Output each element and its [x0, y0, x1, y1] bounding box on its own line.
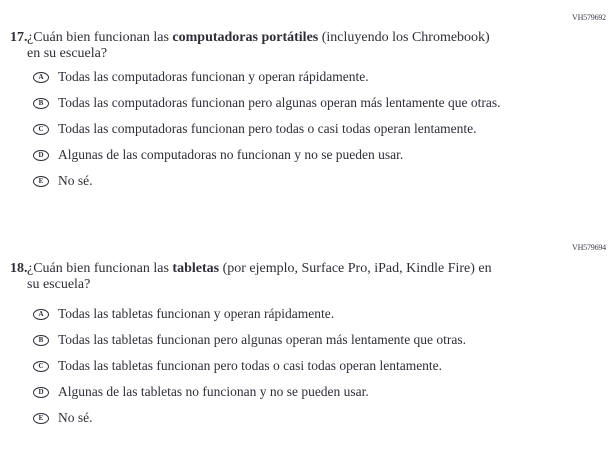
question-17-text-bold: computadoras portátiles: [172, 30, 319, 45]
question-17-text-suffix: (incluyendo los Chromebook): [318, 30, 490, 45]
question-17-text-prefix: ¿Cuán bien funcionan las: [27, 30, 173, 45]
option-17-b[interactable]: [33, 90, 593, 116]
option-17-d[interactable]: [33, 142, 593, 168]
question-18-text-bold: tabletas: [172, 261, 220, 276]
question-18-text: [27, 261, 570, 293]
answer-bubble-e-icon[interactable]: E: [33, 413, 49, 424]
answer-bubble-e-icon[interactable]: E: [33, 176, 49, 187]
question-18: [10, 261, 570, 293]
option-17-b-label: Todas las computadoras funcionan pero algunas operan más lentamente que otras.: [58, 95, 501, 110]
question-17-options: [33, 64, 593, 194]
answer-bubble-c-icon[interactable]: C: [33, 124, 49, 135]
option-18-a[interactable]: [33, 301, 593, 327]
answer-bubble-b-icon[interactable]: B: [33, 98, 49, 109]
question-18-number: 18.: [10, 261, 28, 276]
option-18-e-label: No sé.: [58, 410, 93, 425]
item-code-vh579692: VH579692: [572, 13, 606, 22]
answer-bubble-c-icon[interactable]: C: [33, 361, 49, 372]
option-18-a-label: Todas las tabletas funcionan y operan rápidamente.: [58, 306, 335, 321]
option-17-c-label: Todas las computadoras funcionan pero todas o casi todas operan lentamente.: [58, 121, 477, 136]
option-18-b[interactable]: [33, 327, 593, 353]
answer-bubble-b-icon[interactable]: B: [33, 335, 49, 346]
option-18-b-label: Todas las tabletas funcionan pero algunas operan más lentamente que otras.: [58, 332, 467, 347]
question-18-text-line2: su escuela?: [27, 277, 91, 292]
item-code-vh579694: VH579694: [572, 243, 606, 252]
option-17-a-label: Todas las computadoras funcionan y operan rápidamente.: [58, 69, 369, 84]
option-18-c-label: Todas las tabletas funcionan pero todas o casi todas operan lentamente.: [58, 358, 443, 373]
question-17-text-line2: en su escuela?: [27, 46, 108, 61]
question-17-number: 17.: [10, 30, 28, 45]
option-18-e[interactable]: [33, 405, 593, 431]
option-17-c[interactable]: [33, 116, 593, 142]
option-18-d[interactable]: [33, 379, 593, 405]
question-17-text: [27, 30, 570, 62]
option-17-e[interactable]: [33, 168, 593, 194]
option-17-a[interactable]: [33, 64, 593, 90]
answer-bubble-d-icon[interactable]: D: [33, 387, 49, 398]
question-18-text-prefix: ¿Cuán bien funcionan las: [27, 261, 173, 276]
answer-bubble-a-icon[interactable]: A: [33, 309, 49, 320]
answer-bubble-a-icon[interactable]: A: [33, 72, 49, 83]
option-18-c[interactable]: [33, 353, 593, 379]
option-17-d-label: Algunas de las computadoras no funcionan y no se pueden usar.: [58, 147, 404, 162]
answer-bubble-d-icon[interactable]: D: [33, 150, 49, 161]
question-18-text-suffix: (por ejemplo, Surface Pro, iPad, Kindle Fire) en: [219, 261, 492, 276]
question-17: [10, 30, 570, 62]
question-18-options: [33, 301, 593, 431]
option-18-d-label: Algunas de las tabletas no funcionan y no se pueden usar.: [58, 384, 369, 399]
option-17-e-label: No sé.: [58, 173, 93, 188]
